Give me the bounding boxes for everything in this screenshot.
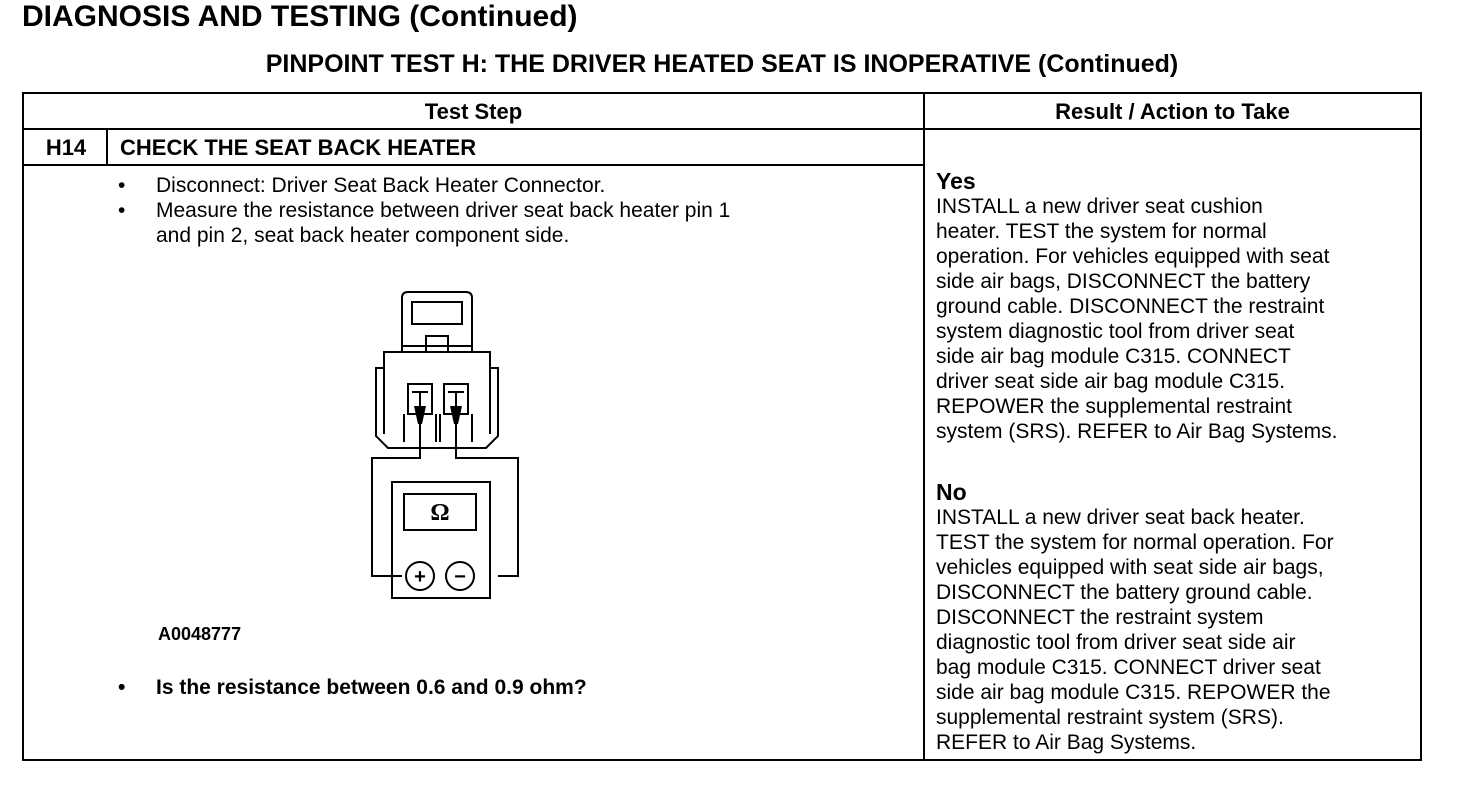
result-no (936, 479, 1334, 755)
bullet-icon: • (118, 174, 126, 197)
figure-id: A0048777 (158, 624, 242, 644)
question-text: Is the resistance between 0.6 and 0.9 ohm? (156, 676, 587, 699)
list-item (114, 173, 730, 198)
step-title: CHECK THE SEAT BACK HEATER (120, 135, 477, 160)
connector-ohmmeter-diagram (364, 288, 544, 612)
no-label: No (936, 479, 967, 505)
minus-label: − (454, 566, 466, 588)
pinpoint-test-table (22, 92, 1422, 761)
instruction-text: Measure the resistance between driver seat back heater pin 1 (156, 199, 731, 222)
step-id: H14 (45, 135, 87, 160)
step-row-divider (24, 164, 923, 166)
pinpoint-test-title: PINPOINT TEST H: THE DRIVER HEATED SEAT IS INOPERATIVE (Continued) (265, 50, 1179, 78)
instruction-text: Disconnect: Driver Seat Back Heater Connector. (156, 174, 606, 197)
list-item (114, 198, 730, 223)
result-action-header: Result / Action to Take (1055, 99, 1290, 124)
no-action-text: INSTALL a new driver seat back heater. TEST the system for normal operation. For vehicles equipped with seat side air bags, DISCONNECT the battery ground cable. DISCONNECT the restraint system diagnostic tool from driver seat side air bag module C315. CONNECT driver seat side air bag module C315. REPOWER the supplemental restraint system (SRS). REFER to Air Bag Systems. (936, 506, 1334, 754)
instruction-text: and pin 2, seat back heater component side. (156, 224, 570, 247)
list-item (114, 223, 730, 248)
ohm-symbol: Ω (430, 500, 450, 526)
bullet-icon: • (118, 676, 126, 699)
bullet-icon: • (118, 199, 126, 222)
test-question (114, 676, 587, 700)
column-divider (923, 94, 925, 759)
page-title: DIAGNOSIS AND TESTING (Continued) (22, 0, 578, 33)
instruction-list (114, 173, 730, 248)
plus-label: + (414, 566, 426, 588)
result-yes (936, 168, 1337, 444)
yes-label: Yes (936, 168, 976, 194)
header-row-divider (24, 128, 1420, 130)
test-step-header: Test Step (424, 99, 523, 124)
yes-action-text: INSTALL a new driver seat cushion heater. TEST the system for normal operation. For vehicles equipped with seat side air bags, DISCONNECT the battery ground cable. DISCONNECT the restraint system diagnostic tool from driver seat side air bag module C315. CONNECT driver seat side air bag module C315. REPOWER the supplemental restraint system (SRS). REFER to Air Bag Systems. (936, 195, 1338, 443)
connector-lock-tab (426, 336, 448, 352)
